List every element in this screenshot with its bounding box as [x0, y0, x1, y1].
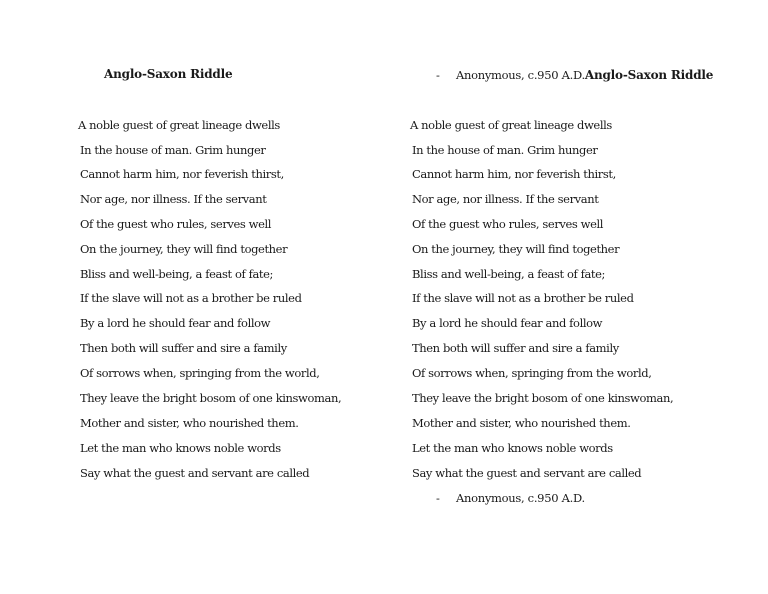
left-poem-line: Mother and sister, who nourished them. [80, 416, 299, 430]
right-poem-line: Cannot harm him, nor feverish thirst, [412, 167, 616, 181]
right-poem-title: Anglo-Saxon Riddle [584, 68, 714, 82]
right-poem-line: On the journey, they will find together [412, 242, 620, 256]
left-poem-line: Let the man who knows noble words [80, 441, 281, 455]
left-poem-line: Bliss and well-being, a feast of fate; [80, 267, 274, 281]
left-poem-line: Of the guest who rules, serves well [80, 217, 272, 231]
left-poem-line: If the slave will not as a brother be ruled [80, 291, 302, 305]
right-poem-line: Then both will suffer and sire a family [412, 341, 619, 355]
right-poem-line: Nor age, nor illness. If the servant [412, 192, 599, 206]
left-poem-title: Anglo-Saxon Riddle [104, 67, 233, 81]
left-poem-line: A noble guest of great lineage dwells [78, 118, 280, 132]
left-poem-line: By a lord he should fear and follow [80, 316, 271, 330]
left-poem-line: Then both will suffer and sire a family [80, 341, 287, 355]
right-poem-line: If the slave will not as a brother be ruled [412, 291, 634, 305]
right-header-attribution-line [436, 68, 713, 82]
footer-attribution: Anonymous, c.950 A.D. [456, 491, 585, 505]
left-poem-line: They leave the bright bosom of one kinswoman, [80, 391, 342, 405]
left-poem-line: Cannot harm him, nor feverish thirst, [80, 167, 284, 181]
left-poem-line: Nor age, nor illness. If the servant [80, 192, 267, 206]
left-poem-line: Of sorrows when, springing from the world, [80, 366, 320, 380]
header-attribution: Anonymous, c.950 A.D. [456, 68, 585, 82]
right-poem-line: They leave the bright bosom of one kinswoman, [412, 391, 674, 405]
right-poem-line: Mother and sister, who nourished them. [412, 416, 631, 430]
right-poem-line: In the house of man. Grim hunger [412, 143, 598, 157]
left-poem-line: In the house of man. Grim hunger [80, 143, 266, 157]
left-poem-line: On the journey, they will find together [80, 242, 288, 256]
right-poem-line: Say what the guest and servant are called [412, 466, 642, 480]
right-poem-line: Of the guest who rules, serves well [412, 217, 604, 231]
left-poem-line: Say what the guest and servant are called [80, 466, 310, 480]
right-poem-line: Let the man who knows noble words [412, 441, 613, 455]
footer-dash: - [436, 491, 440, 505]
right-poem-line: Bliss and well-being, a feast of fate; [412, 267, 606, 281]
right-footer-attribution-line [436, 491, 585, 505]
right-poem-line: By a lord he should fear and follow [412, 316, 603, 330]
header-dash: - [436, 68, 440, 82]
right-poem-line: Of sorrows when, springing from the world, [412, 366, 652, 380]
right-poem-line: A noble guest of great lineage dwells [410, 118, 612, 132]
